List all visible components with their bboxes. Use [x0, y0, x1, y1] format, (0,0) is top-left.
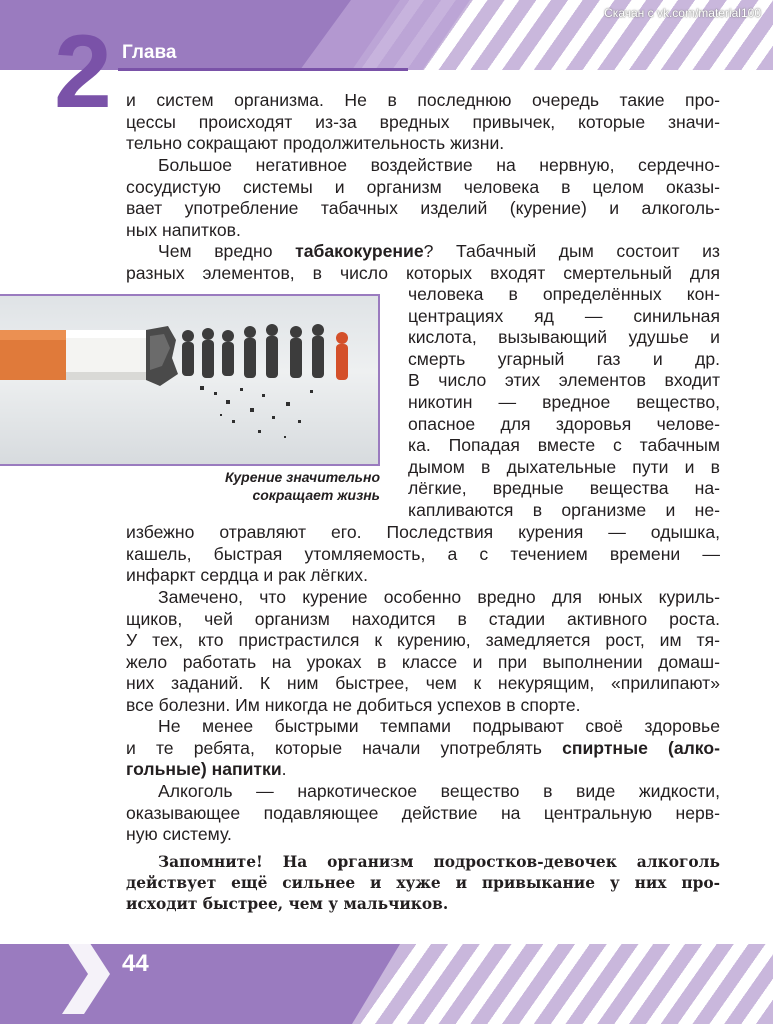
term-alcohol: спиртные (алко-: [562, 737, 720, 758]
text-line: капливаются в организме и не-: [408, 499, 720, 520]
text-line: смерть угарный газ и др.: [408, 348, 720, 369]
text-line: У тех, кто пристрастился к курению, замедляется рост, им тя-: [126, 630, 720, 651]
text-line: разных элементов, в число которых входят смертельный для: [126, 262, 720, 283]
text-line: Замечено, что курение особенно вредно для юных куриль-: [158, 587, 720, 607]
chapter-label: Глава: [122, 42, 177, 63]
caption-line: сокращает жизнь: [252, 487, 380, 503]
text-line: Не менее быстрыми темпами подрывают своё здоровье: [158, 716, 720, 736]
note-line: действует ещё сильнее и хуже и привыкание у них про-: [126, 874, 720, 892]
term-smoking: табакокурение: [295, 241, 424, 261]
chevron-right-icon: [62, 934, 110, 1014]
text-fragment: .: [281, 759, 287, 780]
text-line: кашель, быстрая утомляемость, а с течением времени —: [126, 543, 720, 564]
text-line: дымом в дыхательные пути и в: [408, 456, 720, 477]
chapter-underline: [118, 68, 408, 71]
text-line: центрациях яд — синильная: [408, 305, 720, 326]
text-line: [126, 738, 720, 760]
caption-line: Курение значительно: [224, 469, 380, 485]
text-line: тельно сокращают продолжительность жизни.: [126, 133, 505, 154]
paragraph-3-wrap: [408, 284, 720, 522]
page-number: 44: [122, 950, 149, 977]
chapter-number: 2: [54, 14, 110, 130]
note-line: Запомните! На организм подростков-девочек алкоголь: [158, 853, 720, 871]
footer-band: [0, 944, 400, 1024]
text-line: сосудистую системы и организм человека в целом оказы-: [126, 176, 720, 197]
text-fragment: Чем вредно: [158, 241, 296, 261]
watermark: Скачан с vk.com/material100: [604, 6, 761, 20]
text-line: В число этих элементов входит: [408, 370, 720, 391]
paragraph-4: [126, 587, 720, 717]
paragraph-2: [126, 155, 720, 241]
term-alcohol-cont: гольные) напитки: [126, 759, 282, 780]
paragraph-1: [126, 90, 720, 155]
figure-caption: [180, 468, 380, 504]
text-line: инфаркт сердца и рак лёгких.: [126, 565, 368, 586]
paragraph-3-lead: [126, 241, 720, 284]
paragraph-5: [126, 716, 720, 781]
note-line: исходит быстрее, чем у мальчиков.: [126, 895, 449, 913]
text-fragment: ? Табачный дым состоит из: [423, 241, 721, 261]
text-line: [126, 759, 720, 781]
text-line: никотин — вредное вещество,: [408, 391, 720, 412]
text-line: оказывающее подавляющее действие на центральную нерв-: [126, 802, 720, 823]
cigarette-people-icon: [0, 296, 378, 464]
text-line: ка. Попадая вместе с табачным: [408, 435, 720, 456]
text-line: и систем организма. Не в последнюю очередь такие про-: [126, 90, 720, 110]
text-line: избежно отравляют его. Последствия курения — одышка,: [126, 522, 720, 542]
text-line: ных напитков.: [126, 219, 241, 240]
text-line: все болезни. Им никогда не добиться успехов в спорте.: [126, 694, 581, 715]
text-line: [126, 241, 720, 263]
paragraph-6: [126, 781, 720, 846]
paragraph-3-tail: [126, 522, 720, 587]
text-line: жело работать на уроках в классе и при выполнении домаш-: [126, 651, 720, 672]
text-line: лёгкие, вредные вещества на-: [408, 478, 720, 499]
text-line: цессы происходят из-за вредных привычек, которые значи-: [126, 111, 720, 132]
text-line: человека в определённых кон-: [408, 284, 720, 304]
text-line: вает употребление табачных изделий (курение) и алкоголь-: [126, 198, 720, 219]
remember-note: [126, 852, 720, 915]
text-line: щиков, чей организм находится в стадии активного роста.: [126, 608, 720, 629]
text-line: Алкоголь — наркотическое вещество в виде жидкости,: [158, 781, 720, 801]
text-fragment: и те ребята, которые начали употреблять: [126, 737, 563, 758]
text-line: них заданий. К ним быстрее, чем к некурящим, «прилипают»: [126, 673, 720, 694]
cigarette-illustration: [0, 294, 380, 466]
text-line: Большое негативное воздействие на нервную, сердечно-: [158, 155, 720, 175]
text-line: кислота, вызывающий удушье и: [408, 327, 720, 348]
text-line: ную систему.: [126, 824, 232, 845]
text-line: опасное для здоровья челове-: [408, 413, 720, 434]
